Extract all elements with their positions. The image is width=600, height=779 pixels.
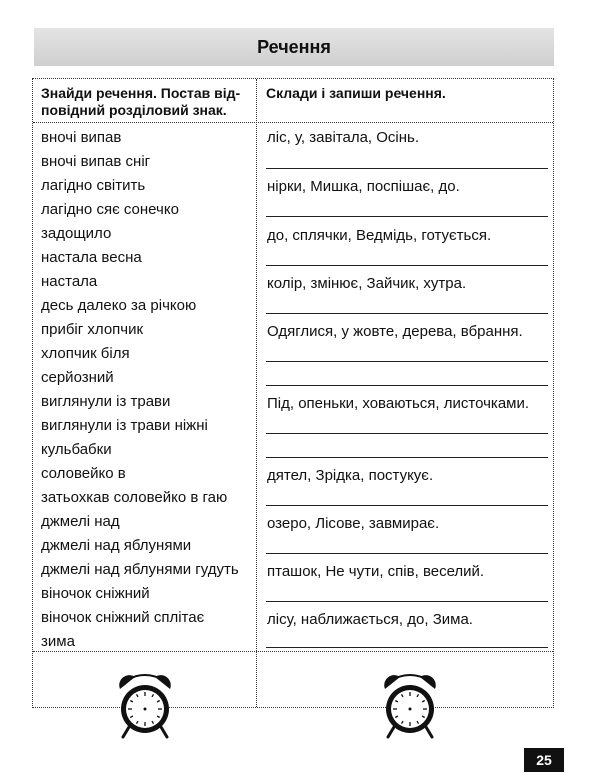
phrase-item[interactable]: виглянули із трави ніжні [41,417,208,434]
phrase-item[interactable]: зима [41,633,75,650]
scrambled-sentence: Під, опеньки, ховаються, листочками. [267,395,530,412]
phrase-item[interactable]: настала [41,273,98,290]
alarm-clock-icon [113,669,177,741]
scrambled-sentence: до, сплячки, Ведмідь, готується. [267,227,492,244]
scrambled-sentence: пташок, Не чути, спів, веселий. [267,563,485,580]
answer-line[interactable] [266,385,548,386]
page-number: 25 [524,748,564,772]
worksheet-table [32,78,554,708]
alarm-clock-icon [378,669,442,741]
phrase-item[interactable]: настала весна [41,249,142,266]
answer-line[interactable] [266,216,548,217]
phrase-item[interactable]: серйозний [41,369,114,386]
phrase-item[interactable]: джмелі над яблунями гудуть [41,561,239,578]
answer-line[interactable] [266,457,548,458]
phrase-item[interactable]: вночі випав [41,129,122,146]
scrambled-sentence: озеро, Лісове, завмирає. [267,515,440,532]
answer-line[interactable] [266,265,548,266]
footer-divider [33,651,553,652]
phrase-item[interactable]: соловейко в [41,465,126,482]
phrase-item[interactable]: прибіг хлопчик [41,321,144,338]
scrambled-sentence: колір, змінює, Зайчик, хутра. [267,275,467,292]
phrase-item[interactable]: задощило [41,225,112,242]
header-divider [33,122,553,123]
phrase-item[interactable]: джмелі над яблунями [41,537,192,554]
left-header-line-1: Знайди речення. Постав від- [41,85,241,101]
answer-line[interactable] [266,361,548,362]
answer-line[interactable] [266,505,548,506]
answer-line[interactable] [266,601,548,602]
phrase-item[interactable]: віночок сніжний [41,585,150,602]
left-column-header [41,85,251,119]
phrase-item[interactable]: лагідно світить [41,177,146,194]
answer-line[interactable] [266,553,548,554]
phrase-item[interactable]: хлопчик біля [41,345,130,362]
column-divider [256,79,257,707]
left-header-line-2: повідний розділовий знак. [41,102,227,118]
page-title: Речення [34,28,554,66]
phrase-item[interactable]: віночок сніжний сплітає [41,609,205,626]
answer-line[interactable] [266,313,548,314]
scrambled-sentence: лісу, наближається, до, Зима. [267,611,473,628]
scrambled-sentence: Одяглися, у жовте, дерева, вбрання. [267,323,523,340]
scrambled-sentence: нірки, Мишка, поспішає, до. [267,178,460,195]
phrase-item[interactable]: лагідно сяє сонечко [41,201,179,218]
phrase-item[interactable]: вночі випав сніг [41,153,151,170]
answer-line[interactable] [266,168,548,169]
right-column-header: Склади і запиши речення. [266,85,446,101]
phrase-item[interactable]: десь далеко за річкою [41,297,197,314]
answer-line[interactable] [266,433,548,434]
scrambled-sentence: ліс, у, завітала, Осінь. [267,129,420,146]
scrambled-sentence: дятел, Зрідка, постукує. [267,467,434,484]
phrase-item[interactable]: затьохкав соловейко в гаю [41,489,228,506]
answer-line[interactable] [266,647,548,648]
phrase-item[interactable]: джмелі над [41,513,120,530]
phrase-item[interactable]: кульбабки [41,441,112,458]
phrase-item[interactable]: виглянули із трави [41,393,171,410]
